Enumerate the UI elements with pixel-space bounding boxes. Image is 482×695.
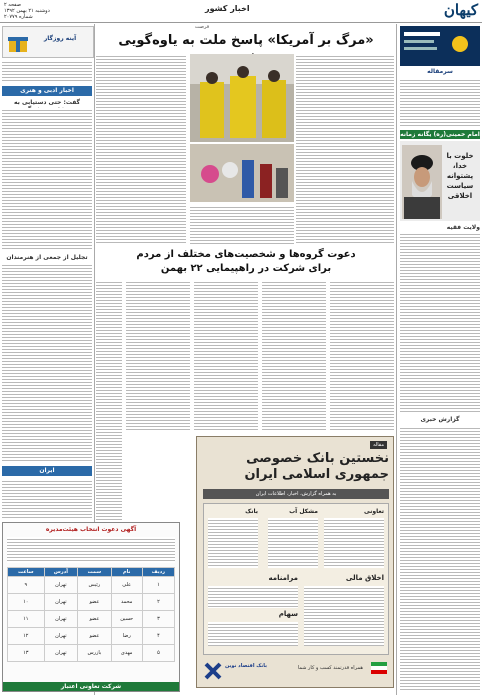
main-text-col-2 (96, 54, 186, 244)
clipping-text-3 (208, 518, 258, 568)
photo-caption (190, 205, 294, 245)
table-row (8, 611, 175, 628)
rally-photo-1 (190, 54, 294, 142)
newspaper-clipping (203, 503, 389, 655)
second-headline-line-1: دعوت گروه‌ها و شخصیت‌های مختلف از مردم (136, 249, 356, 260)
table-header-cell: سمت (78, 568, 111, 577)
table-cell: تهران (44, 577, 78, 594)
table-cell: ۱۰ (8, 594, 45, 611)
table-header-cell: ساعت (8, 568, 45, 577)
sun-icon (400, 26, 480, 66)
quote-text: خلوت با خدا، پشتوانه سیاست اخلاقی (446, 152, 474, 200)
gift-box (2, 26, 94, 58)
kicker: ولایت فقیه (446, 224, 480, 231)
left-text-2 (2, 108, 92, 250)
table-row (8, 594, 175, 611)
table-cell: ۱ (142, 577, 174, 594)
clipping-text-6 (208, 622, 298, 646)
clipping-text-5 (208, 586, 298, 608)
right-text-2 (400, 232, 480, 412)
main-text-col-1 (296, 54, 394, 244)
folio (4, 2, 50, 20)
newspaper-logo: کیهان (443, 1, 478, 19)
table-cell: علی (111, 577, 142, 594)
table-cell: عضو (78, 628, 111, 645)
table-cell: عضو (78, 594, 111, 611)
clipping-col-4: اخلاق مالی (345, 574, 384, 582)
table-row (8, 628, 175, 645)
column-divider (396, 24, 397, 695)
notice-title: آگهی دعوت انتخاب هیئت‌مدیره (45, 526, 137, 533)
table-header-row (8, 568, 175, 577)
bank-logo-icon (203, 661, 223, 681)
right-column (398, 24, 482, 695)
second-headline-line-2: برای شرکت در راهپیمایی ۲۲ بهمن (160, 263, 332, 274)
ad-title-line-2: جمهوری اسلامی ایران (244, 467, 389, 482)
table-cell: تهران (44, 645, 78, 662)
left-band-1: اخبار ادبی و هنری (2, 86, 92, 96)
table-cell: رئیس (78, 577, 111, 594)
quote-box (400, 141, 480, 221)
table-header-cell: آدرس (44, 568, 78, 577)
table-cell: ۱۳ (8, 645, 45, 662)
section-title: اخبار کشور (205, 4, 250, 13)
left-text-1 (2, 60, 92, 82)
table-cell: حسین (111, 611, 142, 628)
table-cell: ۵ (142, 645, 174, 662)
folio-issue: شماره ۲۰۷۷۹ (4, 14, 33, 20)
clipping-col-6: سهام (278, 610, 298, 618)
table-cell: عضو (78, 611, 111, 628)
left-head-2: تجلیل از جمعی از هنرمندان (6, 254, 88, 261)
cleric-portrait (402, 145, 442, 219)
second-text-col-3 (194, 280, 258, 430)
notice-ad (2, 522, 180, 692)
table-cell: ۲ (142, 594, 174, 611)
left-text-3 (2, 263, 92, 463)
second-headline (98, 248, 394, 276)
table-cell: مهدی (111, 645, 142, 662)
table-cell: بازرس (78, 645, 111, 662)
column-title: سرمقاله (427, 68, 453, 75)
main-headline: «مرگ بر آمریکا» پاسخ ملت به یاوه‌گویی (118, 33, 374, 48)
second-text-col-2 (262, 280, 326, 430)
clipping-col-5: مرامنامه (268, 574, 298, 582)
notice-table (7, 567, 175, 662)
table-body (8, 577, 175, 662)
ad-title-line-1: نخستین بانک خصوصی (246, 451, 389, 466)
table-header-cell: نام (111, 568, 142, 577)
left-head-1: گفت: حتی دستیابی به (13, 99, 80, 106)
second-text-col-4 (126, 280, 190, 430)
quote-title: امام خمینی(ره) یگانه زمانه (400, 131, 480, 138)
table-row (8, 577, 175, 594)
rally-photo-2 (190, 144, 294, 202)
gift-icon (7, 31, 29, 53)
table-cell: ۴ (142, 628, 174, 645)
ad-title (209, 451, 389, 483)
table-cell: محمد (111, 594, 142, 611)
bank-slogan: همراه قدرتمند کسب و کار شما (297, 665, 363, 671)
table-header-cell: ردیف (142, 568, 174, 577)
weather-box (400, 26, 480, 66)
left-text-4 (2, 479, 92, 519)
bank-ad (196, 436, 394, 688)
clipping-col-3: بانک (245, 508, 258, 515)
ad-strip: به همراه گزارش، اخبار، اطلاعات ایران (203, 489, 389, 499)
box-title: آینه روزگار (43, 35, 77, 42)
page-header (0, 0, 482, 23)
table-cell: ۳ (142, 611, 174, 628)
clipping-text-2 (268, 518, 318, 568)
main-kicker: فرصت (194, 24, 210, 30)
notice-text (7, 537, 175, 563)
folio-page: صفحه ۲ (4, 2, 21, 8)
clipping-col-2: مشکل آب (289, 508, 318, 515)
table-cell: ۱۲ (8, 628, 45, 645)
notice-bottom-band: شرکت تعاونی اعتبار (3, 682, 179, 691)
table-cell: ۹ (8, 577, 45, 594)
ad-tag: مقاله (370, 441, 387, 449)
table-cell: رضا (111, 628, 142, 645)
pull-quote: گزارش خبری (420, 416, 460, 423)
table-cell: تهران (44, 628, 78, 645)
second-text-col-1 (330, 280, 394, 430)
clipping-text-1 (324, 518, 384, 568)
folio-date: دوشنبه ۲۱ بهمن ۱۳۹۲ (4, 8, 50, 14)
table-cell: تهران (44, 594, 78, 611)
iran-flag-icon (371, 662, 387, 674)
right-text-3 (400, 426, 480, 691)
clipping-text-4 (304, 586, 384, 646)
left-band-2: ایران (2, 466, 92, 476)
bank-brand: بانک اقتصاد نوین (225, 663, 268, 669)
table-cell: ۱۱ (8, 611, 45, 628)
right-text-1 (400, 78, 480, 126)
table-row (8, 645, 175, 662)
table-cell: تهران (44, 611, 78, 628)
clipping-col-1: تعاونی (364, 508, 384, 515)
